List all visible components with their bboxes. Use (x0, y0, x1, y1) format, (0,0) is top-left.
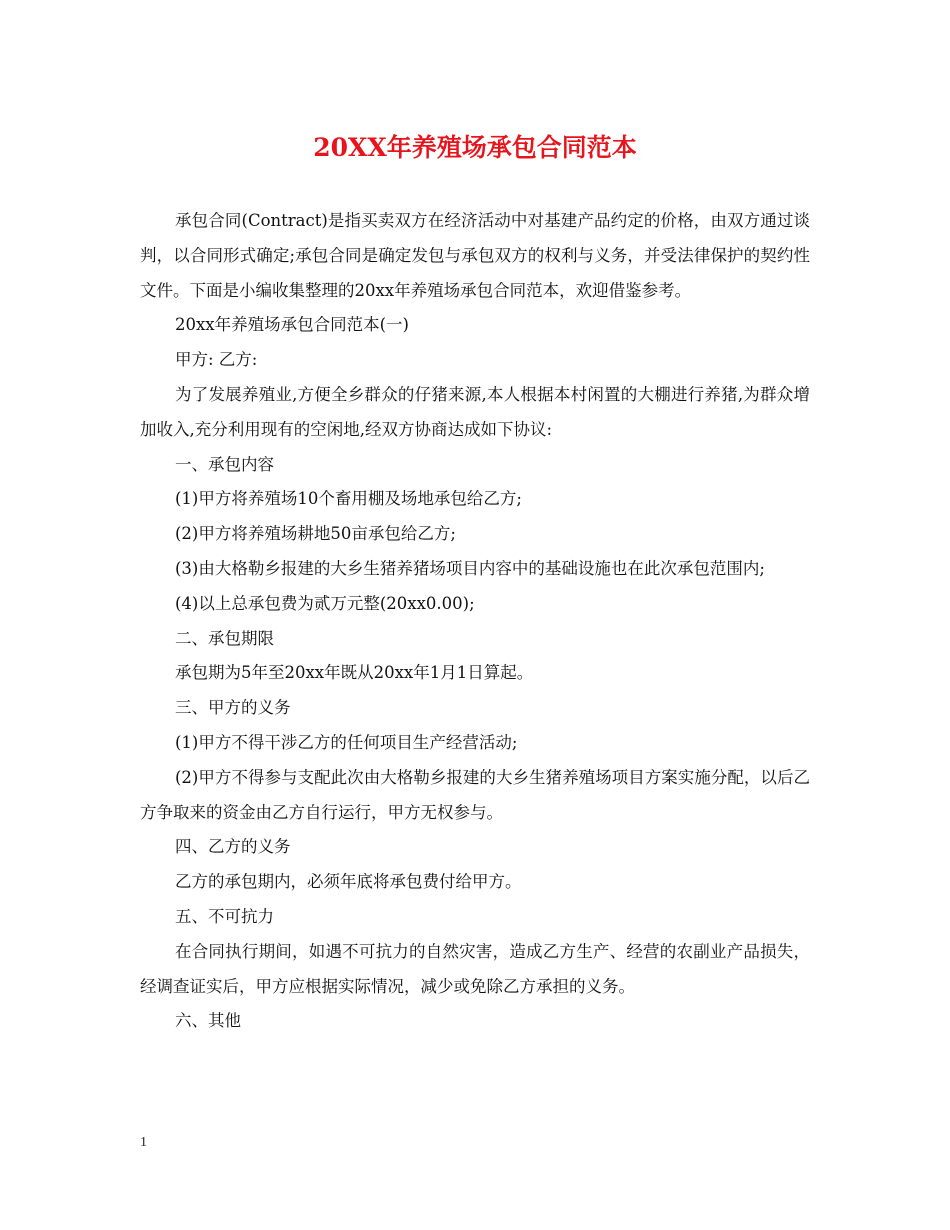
clause-1-3: (3)由大格勒乡报建的大乡生猪养猪场项目内容中的基础设施也在此次承包范围内; (175, 558, 765, 578)
clause-5: 在合同执行期间，如遇不可抗力的自然灾害，造成乙方生产、经营的农副业产品损失，经调查证实后，甲方应根据实际情况，减少或免除乙方承担的义务。 (140, 941, 810, 996)
paragraph-parties: 甲方: 乙方: (175, 350, 258, 370)
clause-2: 承包期为5年至20xx年既从20xx年1月1日算起。 (175, 663, 534, 683)
document-body (140, 204, 810, 1039)
clause-1-2: (2)甲方将养殖场耕地50亩承包给乙方; (175, 524, 456, 544)
paragraph-intro: 承包合同(Contract)是指买卖双方在经济活动中对基建产品约定的价格，由双方通过谈判，以合同形式确定;承包合同是确定发包与承包双方的权利与义务，并受法律保护的契约性文件。下面是小编收集整理的20xx年养殖场承包合同范本，欢迎借鉴参考。 (140, 211, 810, 300)
clause-3-2: (2)甲方不得参与支配此次由大格勒乡报建的大乡生猪养殖场项目方案实施分配，以后乙方争取来的资金由乙方自行运行，甲方无权参与。 (140, 767, 810, 822)
section-heading-2: 二、承包期限 (175, 628, 274, 648)
clause-4: 乙方的承包期内，必须年底将承包费付给甲方。 (175, 872, 522, 892)
section-heading-6: 六、其他 (175, 1011, 241, 1031)
clause-1-4: (4)以上总承包费为贰万元整(20xx0.00); (175, 593, 475, 613)
section-heading-4: 四、乙方的义务 (175, 837, 291, 857)
clause-1-1: (1)甲方将养殖场10个畜用棚及场地承包给乙方; (175, 489, 522, 509)
section-heading-1: 一、承包内容 (175, 454, 274, 474)
paragraph-subtitle: 20xx年养殖场承包合同范本(一) (175, 315, 409, 335)
paragraph-preamble: 为了发展养殖业,方便全乡群众的仔猪来源,本人根据本村闲置的大棚进行养猪,为群众增加收入,充分利用现有的空闲地,经双方协商达成如下协议: (140, 384, 810, 439)
document-title: 20XX年养殖场承包合同范本 (313, 133, 637, 162)
clause-3-1: (1)甲方不得干涉乙方的任何项目生产经营活动; (175, 732, 518, 752)
page-number: 1 (140, 1135, 147, 1150)
section-heading-5: 五、不可抗力 (175, 906, 274, 926)
section-heading-3: 三、甲方的义务 (175, 698, 291, 718)
